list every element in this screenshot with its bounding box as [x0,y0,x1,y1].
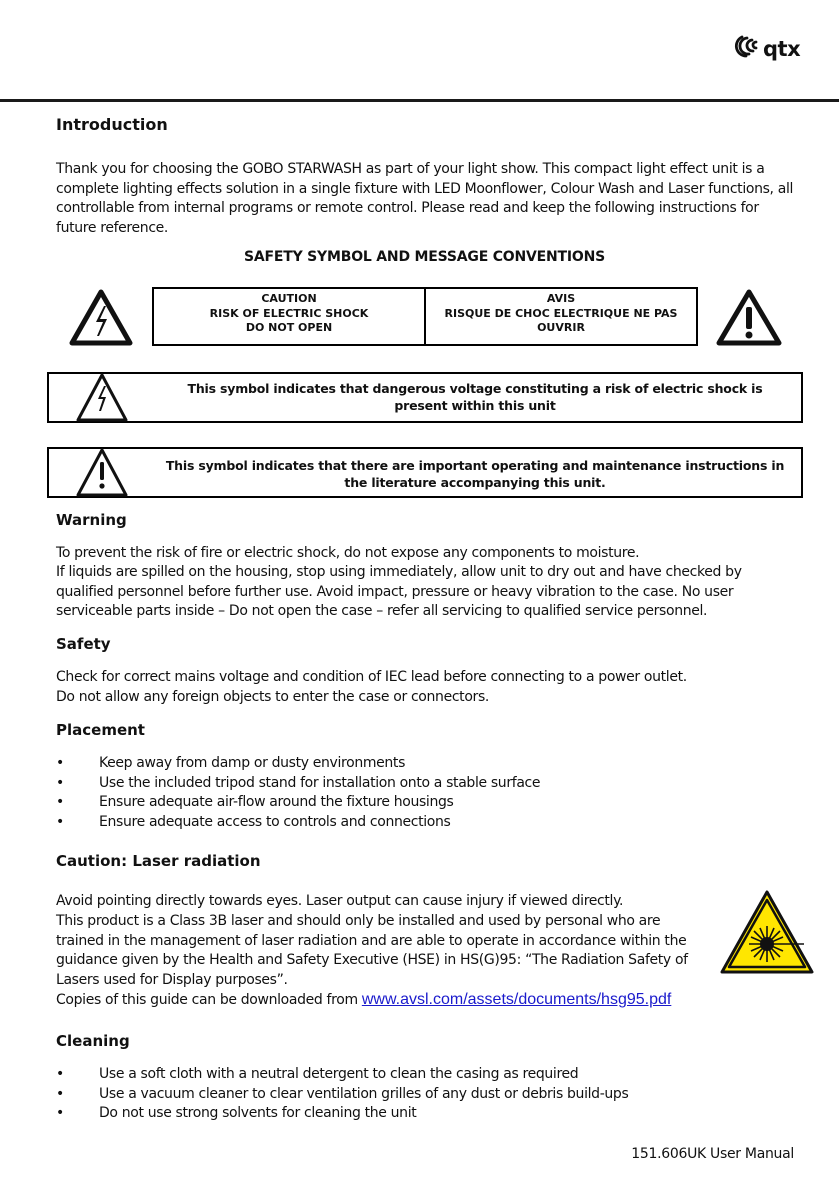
caution-line: RISK OF ELECTRIC SHOCK [209,306,369,320]
page-footer: 151.606UK User Manual [631,1146,794,1162]
placement-heading: Placement [56,721,145,739]
laser-paragraph: This product is a Class 3B laser and should only be installed and used by personal who are trained in the management of laser radiation and are able to operate in accordance within the guidance given by the Health and Safety Executive (HSE) in HS(G)95: “The Radiation Safety of Lasers used for Display purposes”. [56,913,688,988]
qtx-waves-icon [730,34,760,64]
safety-line1: Check for correct mains voltage and condition of IEC lead before connecting to a power outlet. [56,669,687,685]
caution-english [154,289,424,344]
laser-line1: Avoid pointing directly towards eyes. Laser output can cause injury if viewed directly. [56,893,624,909]
instructions-symbol-text: This symbol indicates that there are important operating and maintenance instructions in the literature accompanying this unit. [165,458,785,490]
intro-paragraph: Thank you for choosing the GOBO STARWASH as part of your light show. This compact light effect unit is a complete lighting effects solution in a single fixture with LED Moonflower, Colour Wash and Laser functions, all controllable from internal programs or remote control. Please read and keep the following instructions for future reference. [56,161,794,236]
avis-line: RISQUE DE CHOC ELECTRIQUE NE PAS [444,306,678,320]
caution-label: CAUTION [261,292,317,305]
exclamation-warning-icon [74,446,130,502]
placement-list [56,754,796,832]
caution-notice-table [152,287,698,346]
exclamation-warning-icon [715,288,783,352]
instructions-symbol-box [47,447,803,498]
caution-line: DO NOT OPEN [245,321,333,334]
electric-shock-warning-icon [74,371,130,427]
voltage-symbol-box [47,372,803,423]
warning-heading: Warning [56,511,127,529]
electric-shock-warning-icon [68,288,134,352]
intro-heading: Introduction [56,115,168,134]
list-item: • Ensure adequate access to controls and connections [56,813,796,833]
laser-warning-icon [718,888,816,980]
laser-heading: Caution: Laser radiation [56,852,261,870]
safety-line2: Do not allow any foreign objects to enter the case or connectors. [56,689,489,705]
logo-text: qtx [763,37,801,61]
download-prefix: Copies of this guide can be downloaded from [56,992,362,1008]
qtx-logo [730,34,800,64]
list-item: • Use a vacuum cleaner to clear ventilation grilles of any dust or debris build-ups [56,1085,816,1105]
avis-line: OUVRIR [537,321,585,334]
laser-download-line [56,990,816,1011]
cleaning-list [56,1065,816,1124]
list-item: • Keep away from damp or dusty environments [56,754,796,774]
cleaning-heading: Cleaning [56,1032,130,1050]
header-divider [0,99,839,102]
avis-label: AVIS [546,292,576,305]
warning-paragraph: If liquids are spilled on the housing, stop using immediately, allow unit to dry out and have checked by qualified personnel before further use. Avoid impact, pressure or heavy vibration to the case. No user serviceable parts inside – Do not open the case – refer all servicing to qualified service personnel. [56,564,742,619]
list-item: • Use the included tripod stand for installation onto a stable surface [56,774,796,794]
hsg95-download-link[interactable]: www.avsl.com/assets/documents/hsg95.pdf [361,991,672,1008]
list-item: • Use a soft cloth with a neutral detergent to clean the casing as required [56,1065,816,1085]
conventions-title: SAFETY SYMBOL AND MESSAGE CONVENTIONS [243,249,606,265]
voltage-symbol-text: This symbol indicates that dangerous voltage constituting a risk of electric shock is present within this unit [187,381,763,413]
safety-heading: Safety [56,635,111,653]
list-item: • Do not use strong solvents for cleaning the unit [56,1104,816,1124]
warning-line1: To prevent the risk of fire or electric shock, do not expose any components to moisture. [56,545,640,561]
caution-french [424,289,696,344]
list-item: • Ensure adequate air-flow around the fixture housings [56,793,796,813]
